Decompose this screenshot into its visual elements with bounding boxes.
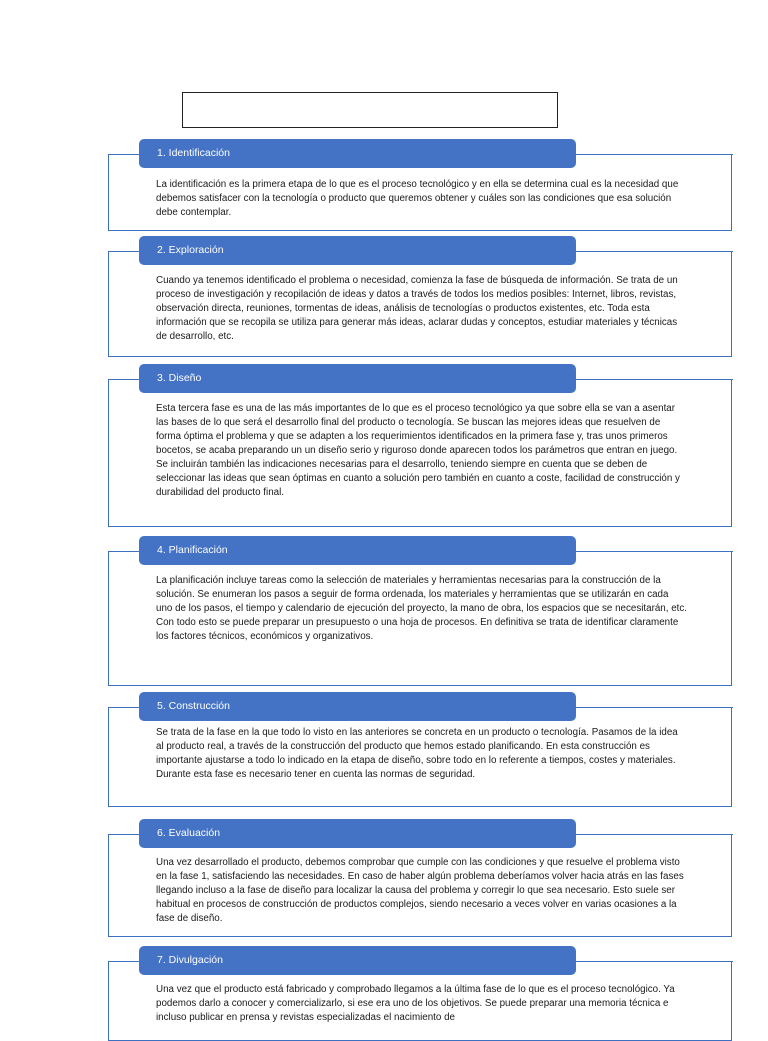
section-identificacion	[108, 147, 732, 231]
section-top-border-right	[575, 379, 733, 380]
section-evaluacion	[108, 827, 732, 937]
section-body-text: La identificación es la primera etapa de lo que es el proceso tecnológico y en ella se determina cual es la necesidad que debemos satisfacer con la tecnología o producto que queremos obtener y cuáles son las condiciones que esa solución debe contemplar.	[156, 179, 679, 218]
section-planificacion	[108, 544, 732, 686]
section-body-text: Esta tercera fase es una de las más importantes de lo que es el proceso tecnológico ya que sobre ella se van a asentar las bases de lo que será el desarrollo final del producto o tecnología. Se buscan las mejores ideas que resuelven de forma óptima el problema y que se adapten a los requerimientos identificados en la primera fase y, tras unos primeros bocetos, se acaba preparando un un diseño serio y riguroso donde aparecen todos los parámetros que entran en juego. Se incluirán también las indicaciones necesarias para el desarrollo, teniendo siempre en cuenta que se deben de seleccionar las ideas que sean óptimas en cuanto a solución pero también en cuanto a coste, facilidad de construcción y durabilidad del producto final.	[156, 403, 680, 498]
section-exploracion	[108, 244, 732, 357]
section-heading: 1. Identificación	[139, 139, 576, 168]
section-body-text: Una vez desarrollado el producto, debemos comprobar que cumple con las condiciones y que resuelve el problema visto en la fase 1, satisfaciendo las necesidades. En caso de haber algún problema deberíamos volver hacia atrás en las fases llegando incluso a la fase de diseño para localizar la causa del problema y corregir lo que sea necesario. Esto suele ser habitual en procesos de construcción de productos complejos, siendo necesario a veces volver en varias ocasiones a la fase de diseño.	[156, 857, 684, 924]
section-heading: 5. Construcción	[139, 692, 576, 721]
section-top-border-right	[575, 707, 733, 708]
section-top-border-left	[108, 154, 140, 155]
section-heading: 4. Planificación	[139, 536, 576, 565]
section-top-border-right	[575, 961, 733, 962]
section-diseno	[108, 372, 732, 527]
section-top-border-left	[108, 961, 140, 962]
section-top-border-right	[575, 154, 733, 155]
section-heading: 6. Evaluación	[139, 819, 576, 848]
section-top-border-right	[575, 551, 733, 552]
section-construccion	[108, 700, 732, 807]
section-heading: 7. Divulgación	[139, 946, 576, 975]
section-body-text: Una vez que el producto está fabricado y comprobado llegamos a la última fase de lo que es el proceso tecnológico. Ya podemos darlo a conocer y comercializarlo, si ese era uno de los objetivos. Se puede preparar una memoria técnica e incluso publicar en prensa y revistas especializadas el nacimiento de	[156, 984, 675, 1023]
section-top-border-right	[575, 834, 733, 835]
section-top-border-left	[108, 251, 140, 252]
section-body-text: Se trata de la fase en la que todo lo visto en las anteriores se concreta en un producto o tecnología. Pasamos de la idea al producto real, a través de la construcción del producto que hemos estado planificando. En esta construcción es importante ajustarse a todo lo indicado en la etapa de diseño, sobre todo en lo referente a tiempos, costes y materiales. Durante esta fase es necesario tener en cuenta las normas de seguridad.	[156, 727, 678, 780]
document-title-box	[182, 92, 558, 128]
section-top-border-right	[575, 251, 733, 252]
section-top-border-left	[108, 707, 140, 708]
section-top-border-left	[108, 834, 140, 835]
section-heading: 2. Exploración	[139, 236, 576, 265]
section-top-border-left	[108, 551, 140, 552]
section-heading: 3. Diseño	[139, 364, 576, 393]
section-divulgacion	[108, 954, 732, 1041]
section-body-text: La planificación incluye tareas como la selección de materiales y herramientas necesarias para la construcción de la solución. Se enumeran los pasos a seguir de forma ordenada, los materiales y herramientas que se utilizarán en cada uno de los pasos, el tiempo y calendario de ejecución del proyecto, la mano de obra, los espacios que se necesitarán, etc. Con todo esto se puede preparar un presupuesto o una hoja de procesos. En definitiva se trata de identificar claramente los factores técnicos, económicos y organizativos.	[156, 575, 687, 642]
section-body-text: Cuando ya tenemos identificado el problema o necesidad, comienza la fase de búsqueda de información. Se trata de un proceso de investigación y recopilación de ideas y datos a través de todos los medios posibles: Internet, libros, revistas, observación directa, reuniones, tormentas de ideas, análisis de tecnologías o productos existentes, etc. Toda esta información que se recopila se utiliza para generar más ideas, aclarar dudas y conceptos, estudiar materiales y técnicas de desarrollo, etc.	[156, 275, 678, 342]
section-top-border-left	[108, 379, 140, 380]
